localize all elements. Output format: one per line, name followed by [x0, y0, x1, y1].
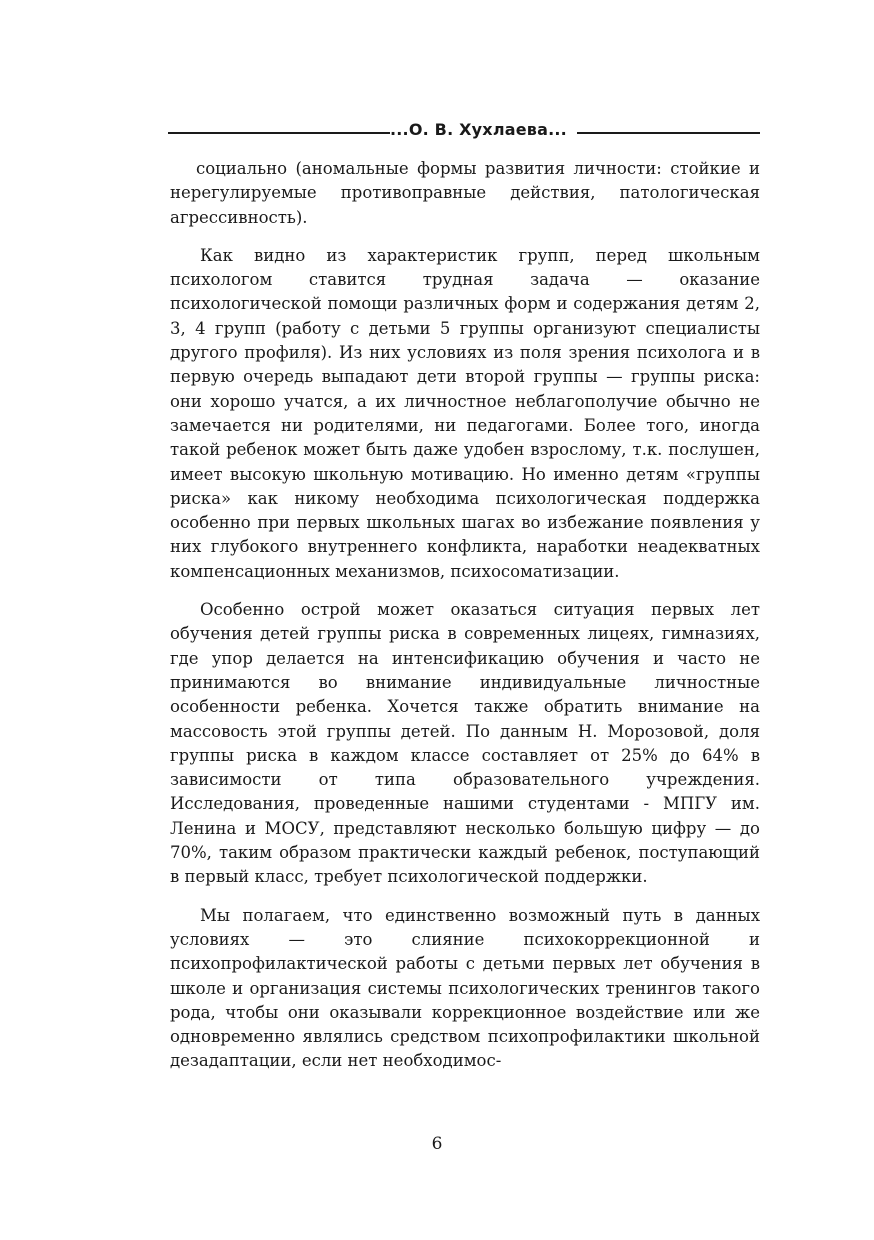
body-text [170, 157, 760, 1074]
running-title: ...О. В. Хухлаева... [390, 119, 567, 139]
header-rule-right [577, 132, 760, 134]
paragraph: Как видно из характеристик групп, перед школьным психологом ставится трудная задача — оказание психологической помощи различных форм и содержания детям 2, 3, 4 групп (работу с детьми 5 группы организуют специалисты другого профиля). Из них условиях из поля зрения психолога и в первую очередь выпадают дети второй группы — группы риска: они хорошо учатся, а их личностное неблагополучие обычно не замечается ни родителями, ни педагогами. Более того, иногда такой ребенок может быть даже удобен взрослому, т.к. послушен, имеет высокую школьную мотивацию. Но именно детям «группы риска» как никому необходима психологическая поддержка особенно при первых школьных шагах во избежание появления у них глубокого внутреннего конфликта, наработки неадекватных компенсационных механизмов, психосоматизации. [170, 245, 760, 581]
paragraph-continued: социально (аномальные формы развития личности: стойкие и нерегулируемые противоправные действия, патологическая агрессивность). [170, 159, 760, 227]
running-header [168, 114, 760, 144]
paragraph: Мы полагаем, что единственно возможный путь в данных условиях — это слияние психокоррекционной и психопрофилактической работы с детьми первых лет обучения в школе и организация системы психологических тренингов такого рода, чтобы они оказывали коррекционное воздействие или же одновременно являлись средством психопрофилактики школьной дезадаптации, если нет необходимос- [170, 905, 760, 1071]
paragraph: Особенно острой может оказаться ситуация первых лет обучения детей группы риска в современных лицеях, гимназиях, где упор делается на интенсификацию обучения и часто не принимаются во внимание индивидуальные личностные особенности ребенка. Хочется также обратить внимание на массовость этой группы детей. По данным Н. Морозовой, доля группы риска в каждом классе составляет от 25% до 64% в зависимости от типа образовательного учреждения. Исследования, проведенные нашими студентами - МПГУ им. Ленина и МОСУ, представляют несколько большую цифру — до 70%, таким образом практически каждый ребенок, поступающий в первый класс, требует психологической поддержки. [170, 600, 760, 887]
header-rule-left [168, 132, 390, 134]
page-number: 6 [431, 1134, 443, 1154]
